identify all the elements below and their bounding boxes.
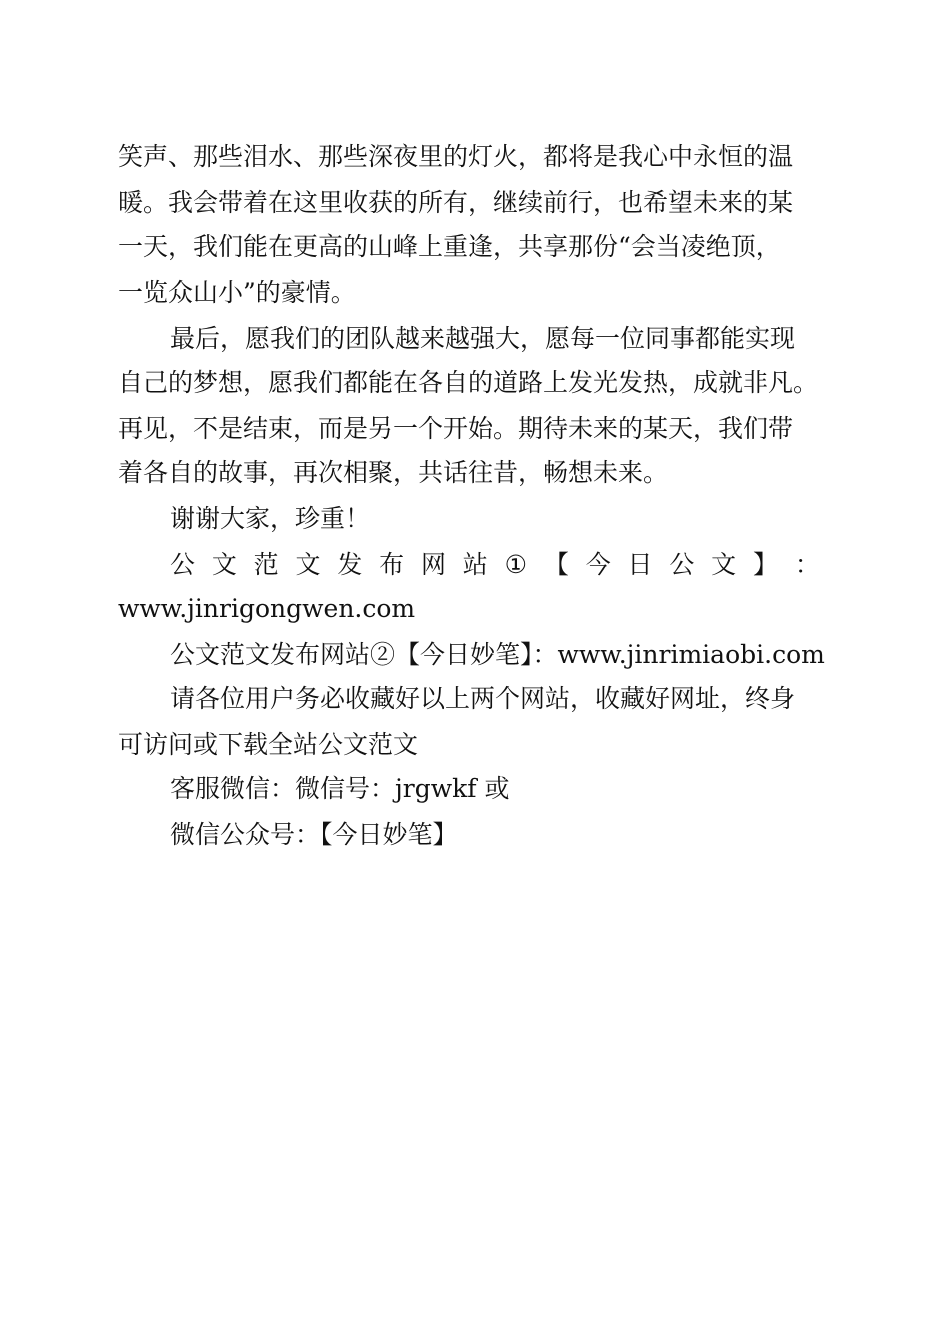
notice-line: 可访问或下载全站公文范文 <box>118 730 419 759</box>
paragraph-line: 一览众山小”的豪情。 <box>118 278 356 307</box>
closing-line: 谢谢大家，珍重！ <box>170 504 371 533</box>
website-1-char: 发 <box>337 550 363 579</box>
paragraph-line: 一天，我们能在更高的山峰上重逢，共享那份“会当凌绝顶， <box>118 232 781 261</box>
paragraph-line: 着各自的故事，再次相聚，共话往昔，畅想未来。 <box>118 458 669 487</box>
website-2-line: 公文范文发布网站②【今日妙笔】：www.jinrimiaobi.com <box>170 640 825 669</box>
paragraph-line: 暖。我会带着在这里收获的所有，继续前行，也希望未来的某 <box>118 188 794 217</box>
paragraph-line: 笑声、那些泪水、那些深夜里的灯火，都将是我心中永恒的温 <box>118 142 794 171</box>
website-1-char: 今 <box>585 550 611 579</box>
website-1-char: 日 <box>627 550 653 579</box>
website-1-char: 范 <box>253 550 279 579</box>
website-1-char: 文 <box>211 550 237 579</box>
website-1-char: 公 <box>170 550 196 579</box>
website-1-url: www.jinrigongwen.com <box>118 594 416 623</box>
paragraph-line: 自己的梦想，愿我们都能在各自的道路上发光发热，成就非凡。 <box>118 368 819 397</box>
website-1-char: 】 <box>753 550 779 579</box>
customer-service-line: 客服微信：微信号：jrgwkf 或 <box>170 774 510 803</box>
website-1-char: 站 <box>462 550 488 579</box>
website-1-char: 公 <box>669 550 695 579</box>
paragraph-line: 再见，不是结束，而是另一个开始。期待未来的某天，我们带 <box>118 414 794 443</box>
website-1-char: 网 <box>420 550 446 579</box>
website-1-char: 布 <box>379 550 405 579</box>
website-1-char: 【 <box>543 550 569 579</box>
notice-line: 请各位用户务必收藏好以上两个网站，收藏好网址，终身 <box>170 684 796 713</box>
paragraph-line: 最后，愿我们的团队越来越强大，愿每一位同事都能实现 <box>170 324 796 353</box>
website-1-char: ① <box>504 550 528 579</box>
website-1-char: ： <box>794 550 820 579</box>
website-1-label <box>170 550 820 580</box>
website-1-char: 文 <box>295 550 321 579</box>
wechat-official-account-line: 微信公众号：【今日妙笔】 <box>170 820 458 849</box>
website-1-char: 文 <box>711 550 737 579</box>
